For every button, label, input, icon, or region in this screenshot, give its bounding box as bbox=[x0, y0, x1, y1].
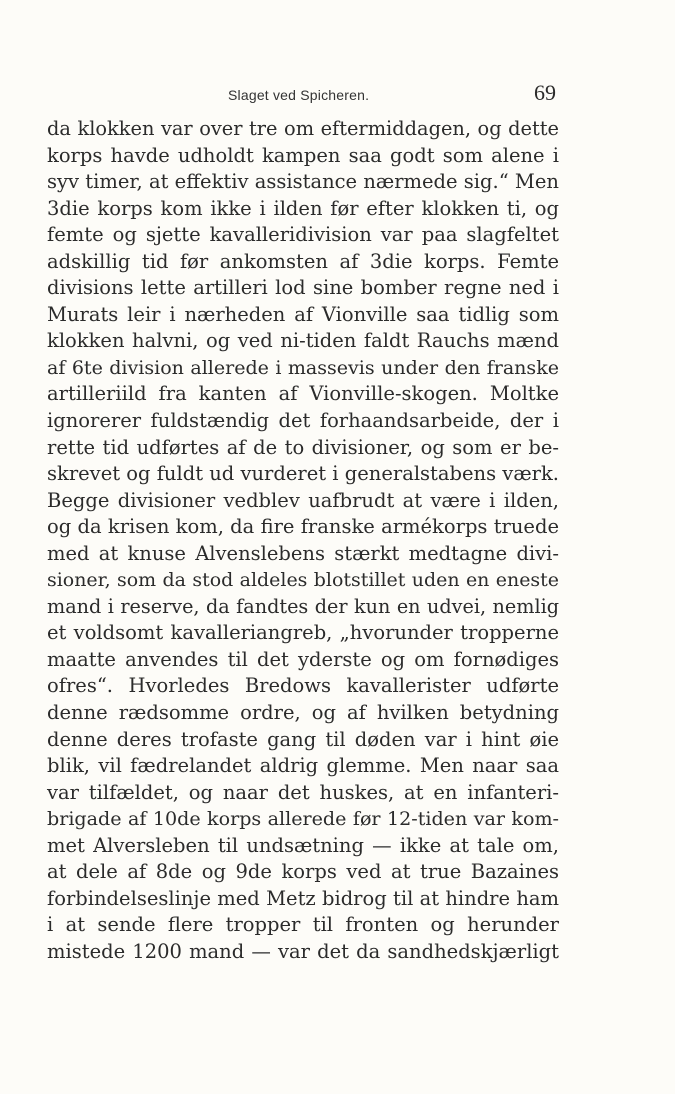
text-line: maatte anvendes til det yderste og om fornødiges bbox=[47, 647, 559, 671]
running-title: Slaget ved Spicheren. bbox=[228, 87, 370, 103]
text-line: syv timer, at effektiv assistance nærmede sig.“ Men bbox=[47, 170, 559, 194]
text-line: og da krisen kom, da fire franske armékorps truede bbox=[47, 515, 559, 539]
text-line: denne deres trofaste gang til døden var i hint øie bbox=[47, 727, 559, 751]
text-line: med at knuse Alvenslebens stærkt medtagne divi- bbox=[47, 541, 559, 565]
text-line: divisions lette artilleri lod sine bomber regne ned i bbox=[47, 276, 559, 300]
text-line: brigade af 10de korps allerede før 12-tiden var kom- bbox=[47, 807, 559, 831]
text-line: femte og sjette kavalleridivision var paa slagfeltet bbox=[47, 223, 559, 247]
text-line: met Alversleben til undsætning — ikke at tale om, bbox=[47, 833, 559, 857]
text-line: mand i reserve, da fandtes der kun en udvei, nemlig bbox=[47, 594, 559, 618]
text-line: 3die korps kom ikke i ilden før efter klokken ti, og bbox=[47, 196, 559, 220]
text-line: Murats leir i nærheden af Vionville saa tidlig som bbox=[47, 302, 559, 326]
text-line: klokken halvni, og ved ni-tiden faldt Rauchs mænd bbox=[47, 329, 559, 353]
text-line: adskillig tid før ankomsten af 3die korps. Femte bbox=[47, 249, 559, 273]
text-line: blik, vil fædrelandet aldrig glemme. Men naar saa bbox=[47, 754, 559, 778]
text-line: et voldsomt kavalleriangreb, „hvorunder tropperne bbox=[47, 621, 559, 645]
page-number: 69 bbox=[534, 80, 556, 105]
text-line: mistede 1200 mand — var det da sandhedskjærligt bbox=[47, 939, 559, 963]
text-line: korps havde udholdt kampen saa godt som alene i bbox=[47, 143, 559, 167]
text-line: i at sende flere tropper til fronten og herunder bbox=[47, 913, 559, 937]
text-line: af 6te division allerede i massevis under den franske bbox=[47, 356, 559, 379]
text-line: ignorerer fuldstændig det forhaandsarbeide, der i bbox=[47, 409, 559, 433]
text-line: Begge divisioner vedblev uafbrudt at være i ilden, bbox=[47, 488, 559, 512]
text-line: skrevet og fuldt ud vurderet i generalstabens værk. bbox=[47, 462, 559, 486]
text-line: sioner, som da stod aldeles blotstillet uden en eneste bbox=[47, 569, 559, 592]
text-line: da klokken var over tre om eftermiddagen, og dette bbox=[47, 117, 559, 140]
text-line: denne rædsomme ordre, og af hvilken betydning bbox=[47, 701, 559, 725]
text-line: var tilfældet, og naar det huskes, at en infanteri- bbox=[47, 780, 559, 804]
text-line: rette tid udførtes af de to divisioner, og som er be- bbox=[47, 435, 559, 459]
text-line: ofres“. Hvorledes Bredows kavallerister udførte bbox=[47, 674, 559, 698]
text-line: at dele af 8de og 9de korps ved at true Bazaines bbox=[47, 860, 559, 884]
text-line: forbindelseslinje med Metz bidrog til at hindre ham bbox=[47, 886, 559, 910]
body-text bbox=[47, 116, 559, 966]
text-line: artilleriild fra kanten af Vionville-skogen. Moltke bbox=[47, 382, 559, 406]
